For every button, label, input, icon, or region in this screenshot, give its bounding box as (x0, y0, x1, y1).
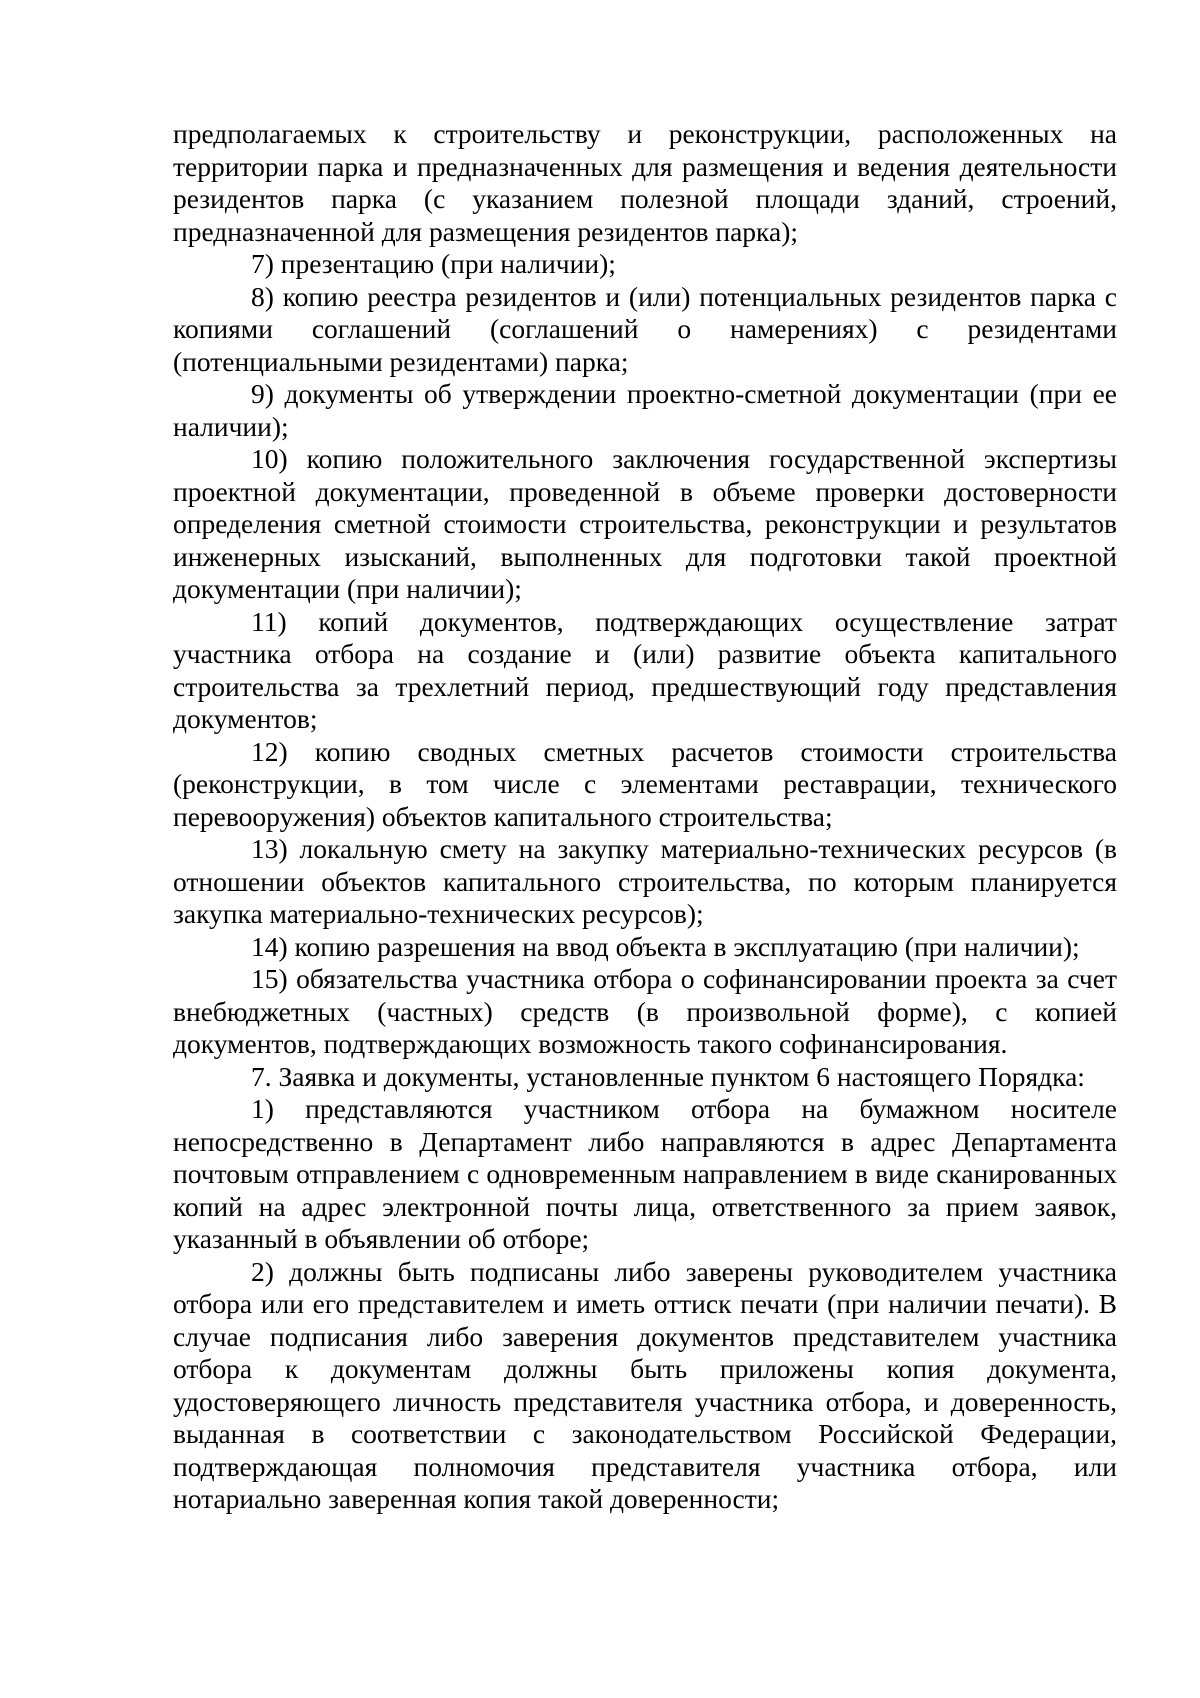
paragraph-item-9: 9) документы об утверждении проектно-сметной документации (при ее наличии); (173, 378, 1117, 442)
paragraph-subitem-1: 1) представляются участником отбора на бумажном носителе непосредственно в Департамент либо направляются в адрес Департамента почтовым отправлением с одновременным направлением в виде сканированных копий на адрес электронной почты лица, ответственного за прием заявок, указанный в объявлении об отборе; (173, 1093, 1117, 1254)
paragraph-item-12: 12) копию сводных сметных расчетов стоимости строительства (реконструкции, в том числе с элементами реставрации, технического перевооружения) объектов капитального строительства; (173, 735, 1117, 832)
paragraph-item-15: 15) обязательства участника отбора о софинансировании проекта за счет внебюджетных (частных) средств (в произвольной форме), с копией документов, подтверждающих возможность такого софинансирования. (173, 963, 1117, 1059)
paragraph-subitem-2: 2) должны быть подписаны либо заверены руководителем участника отбора или его представителем и иметь оттиск печати (при наличии печати). В случае подписания либо заверения документов представителем участника отбора к документам должны быть приложены копия документа, удостоверяющего личность представителя участника отбора, и доверенность, выданная в соответствии с законодательством Российской Федерации, подтверждающая полномочия представителя участника отбора, или нотариально заверенная копия такой доверенности; (173, 1255, 1117, 1514)
paragraph-section-7: 7. Заявка и документы, установленные пунктом 6 настоящего Порядка: (251, 1060, 1085, 1092)
paragraph-item-14: 14) копию разрешения на ввод объекта в эксплуатацию (при наличии); (251, 930, 1080, 962)
paragraph-continuation: предполагаемых к строительству и реконструкции, расположенных на территории парка и предназначенных для размещения и ведения деятельности резидентов парка (с указанием полезной площади зданий, строений, предназначенной для размещения резидентов парка); (173, 118, 1117, 247)
paragraph-item-8: 8) копию реестра резидентов и (или) потенциальных резидентов парка с копиями соглашений (соглашений о намерениях) с резидентами (потенциальными резидентами) парка; (173, 280, 1117, 377)
paragraph-item-7: 7) презентацию (при наличии); (251, 248, 616, 279)
paragraph-item-11: 11) копий документов, подтверждающих осуществление затрат участника отбора на создание и (или) развитие объекта капитального строительства за трехлетний период, предшествующий году представления документов; (173, 605, 1117, 734)
document-page (173, 118, 1117, 1516)
paragraph-item-13: 13) локальную смету на закупку материально-технических ресурсов (в отношении объектов капитального строительства, по которым планируется закупка материально-технических ресурсов); (173, 833, 1117, 929)
paragraph-item-10: 10) копию положительного заключения государственной экспертизы проектной документации, проведенной в объеме проверки достоверности определения сметной стоимости строительства, реконструкции и результатов инженерных изысканий, выполненных для подготовки такой проектной документации (при наличии); (173, 443, 1117, 604)
